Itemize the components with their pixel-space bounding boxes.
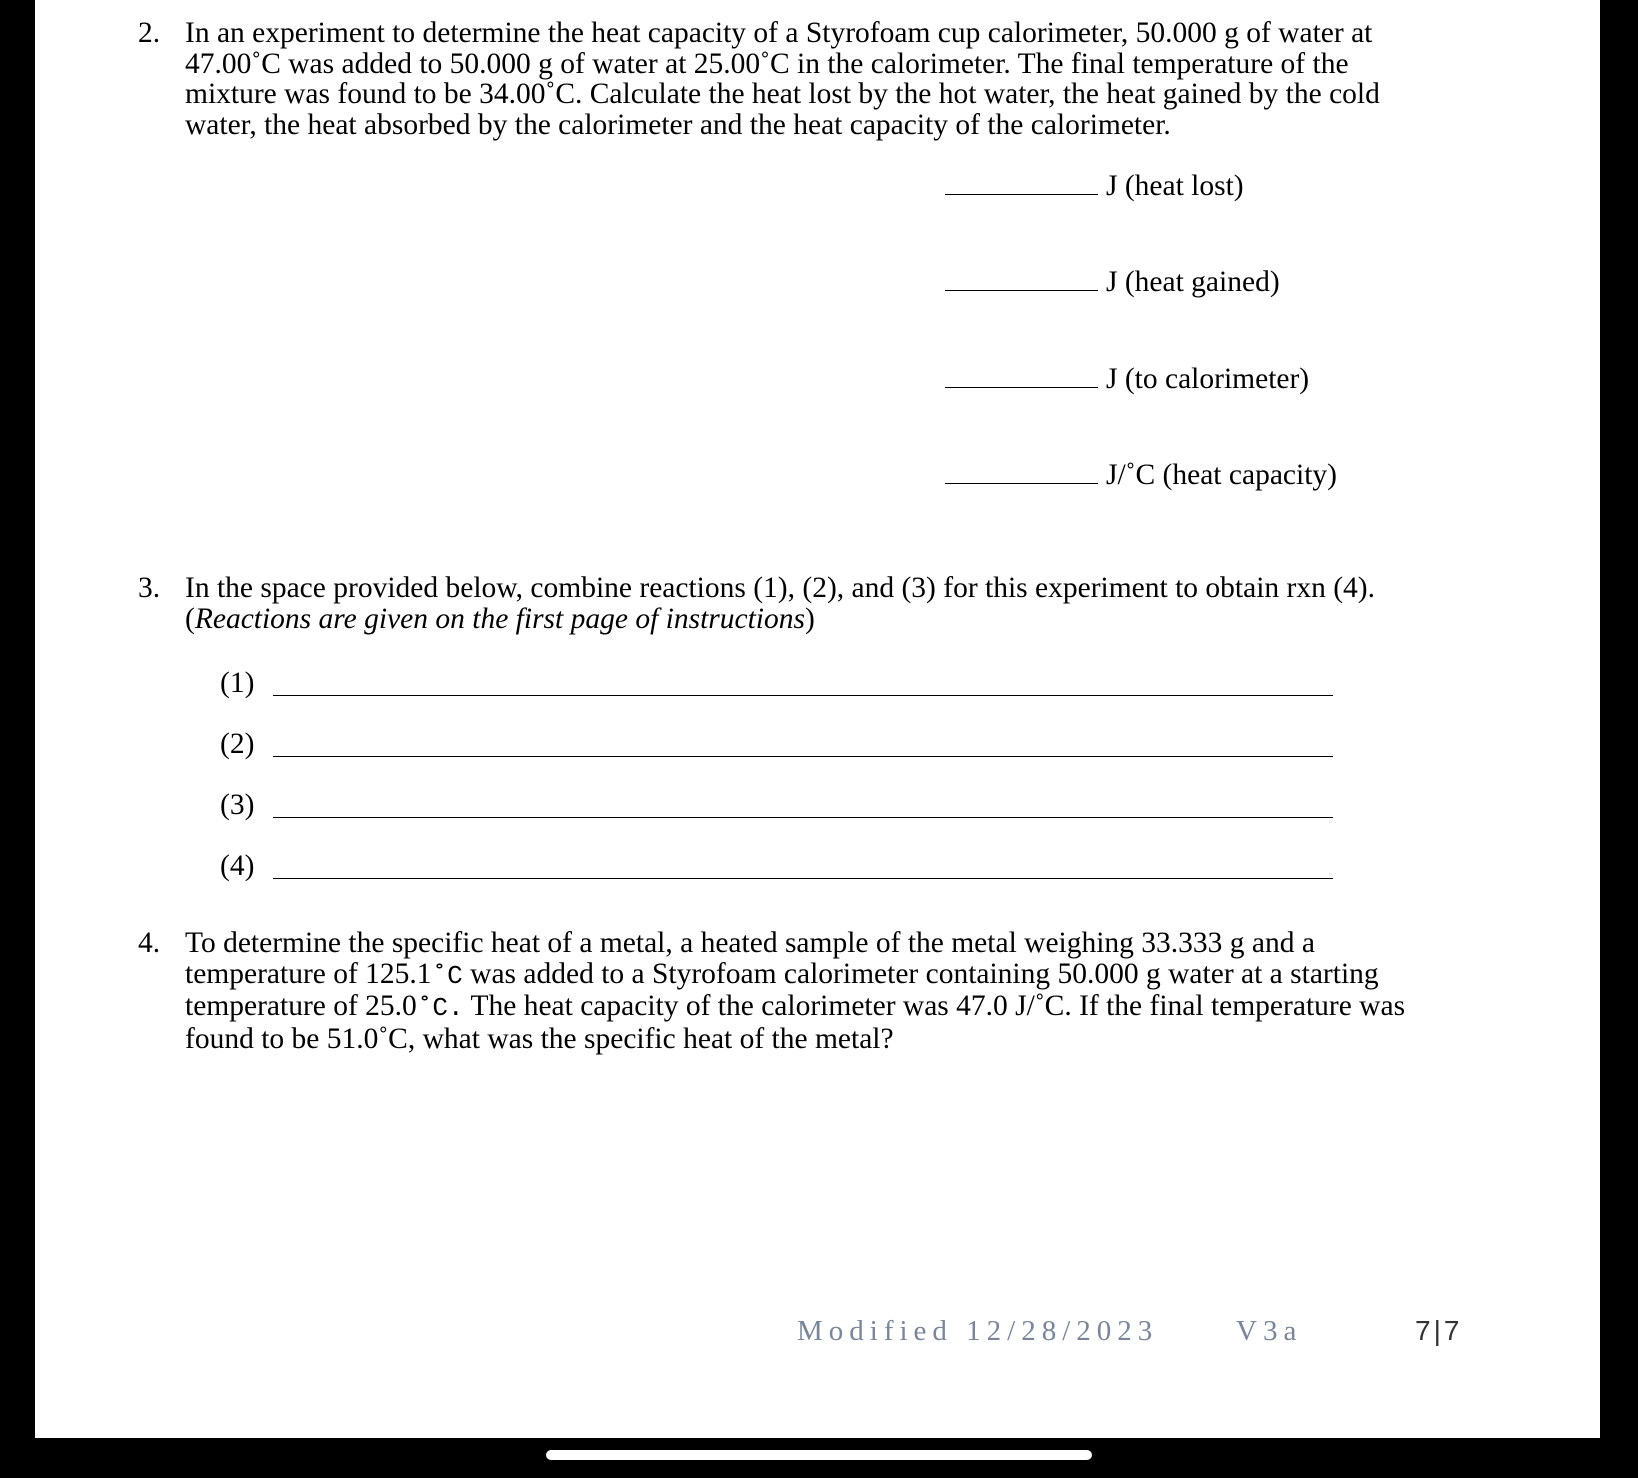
question-2-line: water, the heat absorbed by the calorimeter and the heat capacity of the calorimeter.	[185, 108, 1171, 141]
question-3-line: In the space provided below, combine reactions (1), (2), and (3) for this experiment to obtain rxn (4).	[185, 572, 1375, 604]
question-4-line: found to be 51.0˚C, what was the specific heat of the metal?	[185, 1022, 894, 1055]
answer-to-calorimeter	[945, 363, 1309, 395]
reaction-blank-1[interactable]	[273, 695, 1333, 696]
question-2-text	[185, 18, 1380, 140]
reaction-blank-2[interactable]	[273, 756, 1333, 757]
answer-label: J (heat lost)	[1106, 170, 1244, 202]
reaction-blank-4[interactable]	[273, 878, 1333, 879]
question-3-note	[185, 604, 1375, 635]
reaction-label: (4)	[220, 850, 255, 882]
answer-heat-gained	[945, 266, 1280, 298]
question-4-number: 4.	[138, 927, 161, 959]
reaction-label: (2)	[220, 728, 255, 760]
question-2-line: mixture was found to be 34.00˚C. Calculate the heat lost by the hot water, the heat gained by the cold	[185, 78, 1380, 110]
question-4-line	[185, 959, 1405, 992]
answer-label: J (heat gained)	[1106, 266, 1280, 298]
footer-modified-date: Modified 12/28/2023	[797, 1315, 1159, 1347]
question-3-italic-note: Reactions are given on the first page of instructions	[194, 602, 805, 635]
text-segment: temperature of 125.1	[185, 957, 432, 990]
question-2-line: 47.00˚C was added to 50.000 g of water at 25.00˚C in the calorimeter. The final temperature of the	[185, 47, 1349, 80]
paren-open: (	[185, 602, 195, 635]
reaction-label: (3)	[220, 789, 255, 821]
answer-label: J/˚C (heat capacity)	[1106, 459, 1337, 491]
answer-heat-capacity	[945, 459, 1337, 491]
answer-blank-heat-capacity[interactable]	[945, 461, 1098, 484]
question-4-line	[185, 991, 1405, 1024]
question-4-text	[185, 928, 1405, 1054]
answer-blank-to-calorimeter[interactable]	[945, 365, 1098, 388]
text-segment: was added to a Styrofoam calorimeter containing 50.000 g water at a starting	[462, 957, 1379, 990]
answer-blank-heat-gained[interactable]	[945, 268, 1098, 291]
unit-text: ˚C.	[416, 993, 464, 1023]
footer-page-number: 7|7	[1415, 1315, 1463, 1346]
home-indicator-bar[interactable]	[546, 1450, 1092, 1460]
question-2-line: In an experiment to determine the heat capacity of a Styrofoam cup calorimeter, 50.000 g of water at	[185, 17, 1373, 49]
answer-label: J (to calorimeter)	[1106, 363, 1310, 395]
unit-text: ˚C	[431, 960, 463, 991]
document-page	[35, 0, 1600, 1438]
answer-heat-lost	[945, 170, 1244, 202]
paren-close: )	[804, 602, 815, 635]
text-segment: The heat capacity of the calorimeter was 47.0 J/˚C. If the final temperature was	[463, 990, 1406, 1022]
reaction-blank-3[interactable]	[273, 817, 1333, 818]
question-3-text	[185, 573, 1375, 634]
question-4-line: To determine the specific heat of a metal, a heated sample of the metal weighing 33.333 g and a	[185, 927, 1315, 959]
question-3-number: 3.	[138, 572, 161, 604]
reaction-label: (1)	[220, 667, 255, 699]
footer-version: V3a	[1236, 1315, 1303, 1347]
question-2-number: 2.	[138, 17, 161, 49]
text-segment: temperature of 25.0	[185, 990, 417, 1022]
answer-blank-heat-lost[interactable]	[945, 172, 1098, 195]
